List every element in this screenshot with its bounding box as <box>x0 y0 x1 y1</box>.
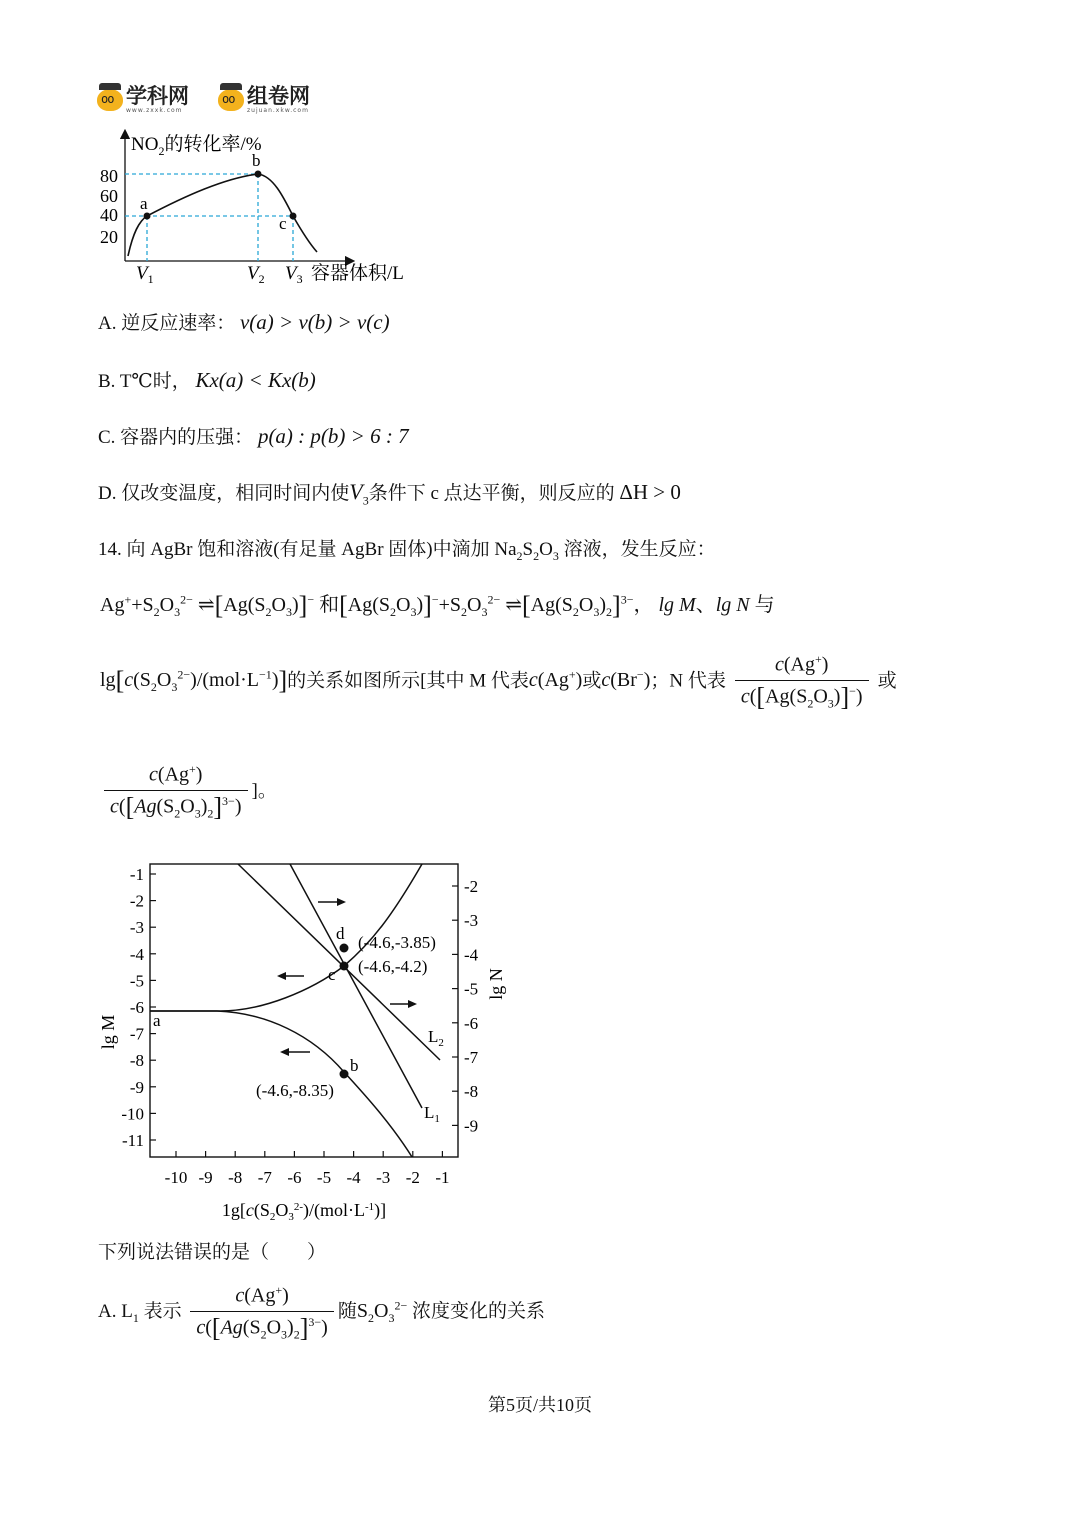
y-tick-label: 80 <box>100 166 118 186</box>
right-tick-label: -6 <box>464 1013 479 1033</box>
x-label-v1: $V_1$ <box>136 263 154 286</box>
option-a-fraction: $\frac{c(Ag^+)}{c([Ag(S_2O_3)_2]^{3-})}$ <box>190 1283 334 1342</box>
left-tick-label: -4 <box>129 944 144 964</box>
q13-option-b <box>98 366 316 393</box>
bottom-axis-title: $1g[c(S_2O_3^{2-})/(mol\cdot L^{-1})]$ <box>221 1200 387 1223</box>
bottom-tick-label: -8 <box>228 1168 243 1187</box>
left-tick-label: -10 <box>121 1104 144 1124</box>
arrow-right-icon <box>318 898 346 906</box>
option-b-expr: Kx(a) < Kx(b) <box>195 368 316 392</box>
page-number: 第5页/共10页 <box>487 1395 592 1415</box>
right-axis-title: lg N <box>486 968 506 1000</box>
bottom-tick-label: -10 <box>164 1168 188 1187</box>
x-label-v3: $V_3$ <box>285 263 303 286</box>
q14-relation-line: $\lg[c(S_2O_3^{2-})/(mol\cdot L^{-1})]$的关系如图所示[其中 M 代表c(Ag+)或c(Br−)；N 代表 $\frac{c(Ag^+)}{c([Ag(S_2O_3)]^-)}$ 或 <box>100 652 897 712</box>
label-L2: $L_2$ <box>428 1027 444 1049</box>
equation-2: $[Ag(S_2O_3)]^-+S_2O_3^{2-}$ $\rightleftharpoons[Ag(S_2O_3)_2]^{3-}$ <box>339 591 634 620</box>
q14-stem-text: 14. 向 AgBr 饱和溶液(有足量 AgBr 固体)中滴加 <box>98 539 495 560</box>
left-tick-label: -11 <box>121 1131 144 1150</box>
y-tick-label: 40 <box>100 205 118 225</box>
q14-fraction-line: $\frac{c(Ag^+)}{c([Ag(S_2O_3)_2]^{3-})}$ ]。 <box>100 762 277 821</box>
owl-logo-icon <box>97 89 123 111</box>
bottom-tick-label: -5 <box>316 1168 332 1187</box>
y-tick-label: 60 <box>100 186 118 206</box>
bottom-tick-label: -2 <box>405 1168 420 1187</box>
lg-concentration-expr: $\lg[c(S_2O_3^{2-})/(mol\cdot L^{-1})]$ <box>100 666 288 696</box>
q13-option-d <box>98 478 681 508</box>
point-b <box>255 171 262 178</box>
label-c: c <box>279 214 287 233</box>
s2o3-ion: $S_2O_3^{2-}$ <box>356 1298 408 1326</box>
q14-stem-text-2: 溶液，发生反应： <box>558 539 716 560</box>
option-d-mid: 条件下 c 点达平衡，则反应的 <box>368 483 615 504</box>
c-ag-expr: c(Ag+) <box>528 667 583 692</box>
logo-zxxk-url: www.zxxk.com <box>126 107 183 114</box>
right-tick-label: -5 <box>464 979 479 999</box>
option-c-expr: p(a) : p(b) > 6 : 7 <box>257 424 409 448</box>
arrow-left-icon <box>280 1048 310 1056</box>
bottom-tick-label: -1 <box>435 1168 450 1187</box>
left-tick-label: -5 <box>129 971 144 991</box>
option-d-pre: D. 仅改变温度，相同时间内使 <box>98 483 350 504</box>
left-tick-label: -8 <box>129 1051 144 1071</box>
point-b <box>340 1070 349 1079</box>
option-d-expr: ΔH > 0 <box>619 480 681 504</box>
option-a-prefix: A. 逆反应速率： <box>98 313 236 334</box>
coord-d: (-4.6,-3.85) <box>358 933 436 952</box>
left-tick-label: -6 <box>129 998 144 1017</box>
label-L1: $L_1$ <box>424 1103 440 1125</box>
lgM-text: lg M <box>658 594 696 616</box>
right-tick-label: -4 <box>464 945 479 965</box>
label-d: d <box>336 924 345 943</box>
right-tick-label: -2 <box>464 877 479 896</box>
right-tick-label: -9 <box>464 1116 479 1136</box>
bottom-tick-label: -7 <box>257 1168 272 1187</box>
coord-c: (-4.6,-4.2) <box>358 957 428 976</box>
option-b-prefix: B. T℃时， <box>98 371 191 392</box>
logo-zujuan-url: zujuan.xkw.com <box>247 107 309 114</box>
equation-1: $Ag^++S_2O_3^{2-}$ $\rightleftharpoons[Ag(S_2O_3)]^-$ <box>100 591 315 620</box>
label-a: a <box>140 194 148 213</box>
x-axis-title: 容器体积/L <box>311 263 404 284</box>
logo-zujuan <box>218 86 310 114</box>
graph-no2-conversion <box>95 128 425 288</box>
option-c-prefix: C. 容器内的压强： <box>98 427 254 448</box>
coord-b: (-4.6,-8.35) <box>256 1081 334 1100</box>
logo-zujuan-text: 组卷网 <box>247 84 310 108</box>
bottom-tick-label: -9 <box>198 1168 213 1187</box>
left-tick-label: -7 <box>129 1024 144 1044</box>
point-a <box>144 213 151 220</box>
label-c: c <box>328 965 336 984</box>
relation-text: 的关系如图所示[其中 M 代表 <box>287 670 529 692</box>
q14-equations: $Ag^++S_2O_3^{2-}$ $\rightleftharpoons[Ag(S_2O_3)]^-$ 和$[Ag(S_2O_3)]^-+S_2O_3^{2-}$ $\rightleftharpoons[Ag(S_2O_3)_2]^{3-}$， lg M、lg N 与 <box>100 591 775 620</box>
conversion-curve <box>128 174 317 256</box>
right-tick-label: -7 <box>464 1048 479 1067</box>
owl-logo-icon <box>218 89 244 111</box>
option-d-v3: $V_3$ <box>349 479 369 508</box>
logo-zxxk <box>97 86 189 114</box>
left-tick-label: -1 <box>129 865 144 884</box>
right-tick-label: -3 <box>464 911 479 931</box>
na2s2o3-formula: $Na_2S_2O_3$ <box>494 539 559 563</box>
bottom-tick-label: -6 <box>287 1168 302 1187</box>
label-b: b <box>252 151 261 170</box>
y-axis-title: $NO_2$的转化率/% <box>131 134 262 158</box>
left-tick-label: -2 <box>129 891 144 911</box>
bottom-tick-label: -3 <box>376 1168 391 1187</box>
left-tick-label: -3 <box>129 918 144 938</box>
left-tick-label: -9 <box>129 1077 144 1097</box>
x-label-v2: $V_2$ <box>247 263 265 286</box>
q14-question: 下列说法错误的是（ ） <box>98 1242 327 1263</box>
lgN-text: lg N <box>715 594 750 616</box>
logo-zxxk-text: 学科网 <box>126 84 189 108</box>
left-axis-title: lg M <box>98 1014 118 1050</box>
point-c <box>340 962 349 971</box>
graph-lgM-lgN <box>92 850 532 1230</box>
and-text: 和 <box>319 594 340 616</box>
q13-option-a <box>98 308 390 335</box>
point-d <box>340 944 349 953</box>
n-fraction-2: $\frac{c(Ag^+)}{c([Ag(S_2O_3)_2]^{3-})}$ <box>104 762 248 821</box>
label-a: a <box>153 1011 161 1030</box>
right-tick-label: -8 <box>464 1082 479 1102</box>
point-c <box>290 213 297 220</box>
q14-stem-line1 <box>98 534 716 564</box>
c-br-expr: c(Br−) <box>601 667 651 692</box>
arrow-right-icon <box>390 1000 417 1008</box>
n-fraction-1: $\frac{c(Ag^+)}{c([Ag(S_2O_3)]^-)}$ <box>735 652 869 711</box>
q14-option-a: A. $L_1$ 表示 $\frac{c(Ag^+)}{c([Ag(S_2O_3)_2]^{3-})}$ 随$S_2O_3^{2-}$ 浓度变化的关系 <box>98 1283 545 1343</box>
label-b: b <box>350 1056 359 1075</box>
y-tick-label: 20 <box>100 227 118 247</box>
bottom-tick-label: -4 <box>346 1168 361 1187</box>
q13-option-c <box>98 422 409 449</box>
option-a-expr: v(a) > v(b) > v(c) <box>239 310 390 334</box>
arrow-left-icon <box>277 972 304 980</box>
